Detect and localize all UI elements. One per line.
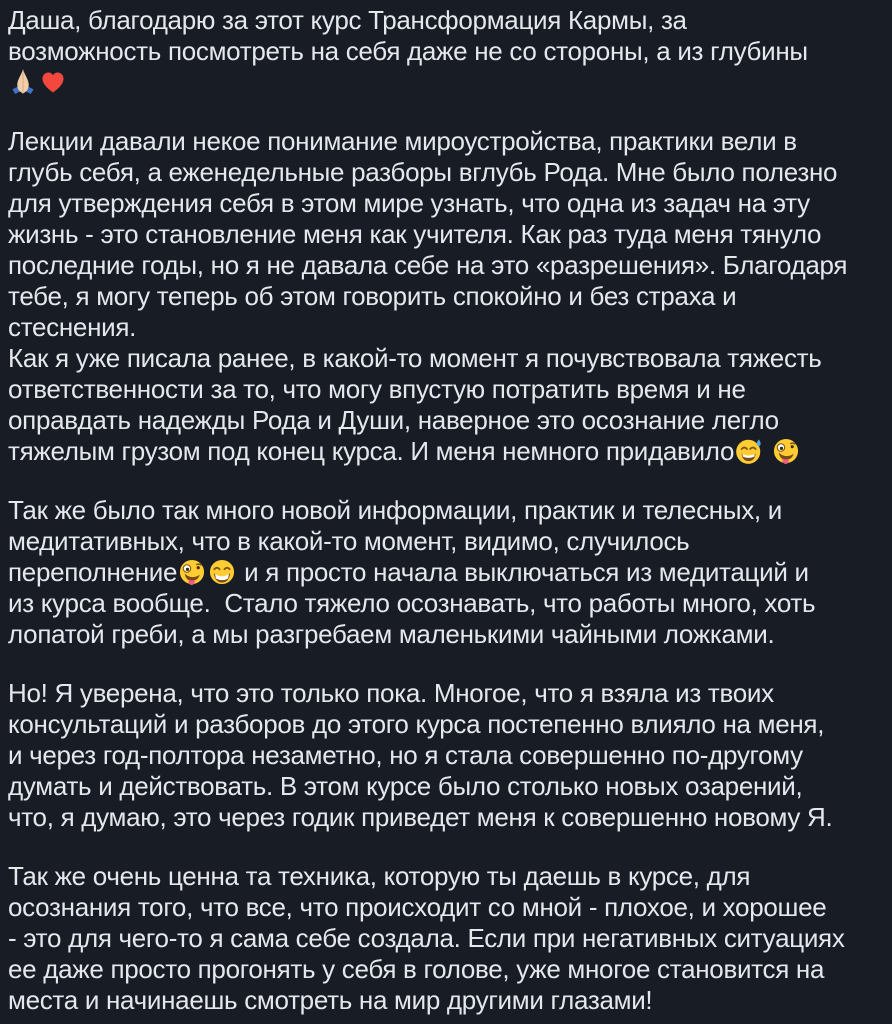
zany-face-emoji bbox=[178, 558, 206, 586]
paragraph bbox=[8, 126, 884, 467]
zany-face-emoji bbox=[772, 437, 800, 465]
paragraph bbox=[8, 495, 884, 650]
text-line: Так же очень ценна та техника, которую ты даешь в курсе, для bbox=[8, 861, 751, 891]
text-line: осознания того, что все, что происходит со мной - плохое, и хорошее bbox=[8, 892, 827, 922]
text-line: переполнение и я просто начала выключаться из медитаций и bbox=[8, 557, 809, 587]
text-line: Так же было так много новой информации, практик и телесных, и bbox=[8, 495, 783, 525]
paragraph bbox=[8, 5, 884, 98]
text-line: - это для чего-то я сама себе создала. Если при негативных ситуациях bbox=[8, 923, 845, 953]
text-line: ее даже просто прогонять у себя в голове, уже многое становится на bbox=[8, 954, 825, 984]
text-line: для утверждения себя в этом мире узнать, что одна из задач на эту bbox=[8, 188, 810, 218]
text-line: глубь себя, а еженедельные разборы вглубь Рода. Мне было полезно bbox=[8, 157, 838, 187]
folded-hands-light-skin-emoji bbox=[9, 68, 37, 96]
text-line: и через год-полтора незаметно, но я стала совершенно по-другому bbox=[8, 740, 803, 770]
text-line: жизнь - это становление меня как учителя. Как раз туда меня тянуло bbox=[8, 219, 822, 249]
text-line: последние годы, но я не давала себе на это «разрешения». Благодаря bbox=[8, 250, 848, 280]
text-line: стеснения. bbox=[8, 312, 137, 342]
text-line: тебе, я могу теперь об этом говорить спокойно и без страха и bbox=[8, 281, 737, 311]
beaming-face-with-smiling-eyes-emoji bbox=[208, 558, 236, 586]
text-line: медитативных, что в какой-то момент, видимо, случилось bbox=[8, 526, 690, 556]
text-line: думать и действовать. В этом курсе было столько новых озарений, bbox=[8, 771, 803, 801]
text-line: оправдать надежды Рода и Души, наверное это осознание легло bbox=[8, 405, 779, 435]
text-line bbox=[8, 67, 884, 98]
text-line: Лекции давали некое понимание мироустройства, практики вели в bbox=[8, 126, 797, 156]
text-line: лопатой греби, а мы разгребаем маленькими чайными ложками. bbox=[8, 619, 775, 649]
red-heart-emoji bbox=[39, 68, 67, 96]
text-line: из курса вообще. Стало тяжело осознавать, что работы много, хоть bbox=[8, 588, 816, 618]
text-line: консультаций и разборов до этого курса постепенно влияло на меня, bbox=[8, 709, 825, 739]
text-line: возможность посмотреть на себя даже не со стороны, а из глубины bbox=[8, 36, 808, 66]
text-line: тяжелым грузом под конец курса. И меня немного придавило bbox=[8, 436, 884, 467]
text-line: Даша, благодарю за этот курс Трансформация Кармы, за bbox=[8, 5, 687, 35]
paragraph bbox=[8, 861, 884, 1016]
text-line: Как я уже писала ранее, в какой-то момент я почувствовала тяжесть bbox=[8, 343, 822, 373]
text-line: Но! Я уверена, что это только пока. Многое, что я взяла из твоих bbox=[8, 678, 774, 708]
text-line: места и начинаешь смотреть на мир другими глазами! bbox=[8, 985, 653, 1015]
text-line: что, я думаю, это через годик приведет меня к совершенно новому Я. bbox=[8, 802, 833, 832]
paragraph bbox=[8, 678, 884, 833]
grinning-face-with-sweat-emoji bbox=[735, 437, 763, 465]
text-line: ответственности за то, что могу впустую потратить время и не bbox=[8, 374, 746, 404]
